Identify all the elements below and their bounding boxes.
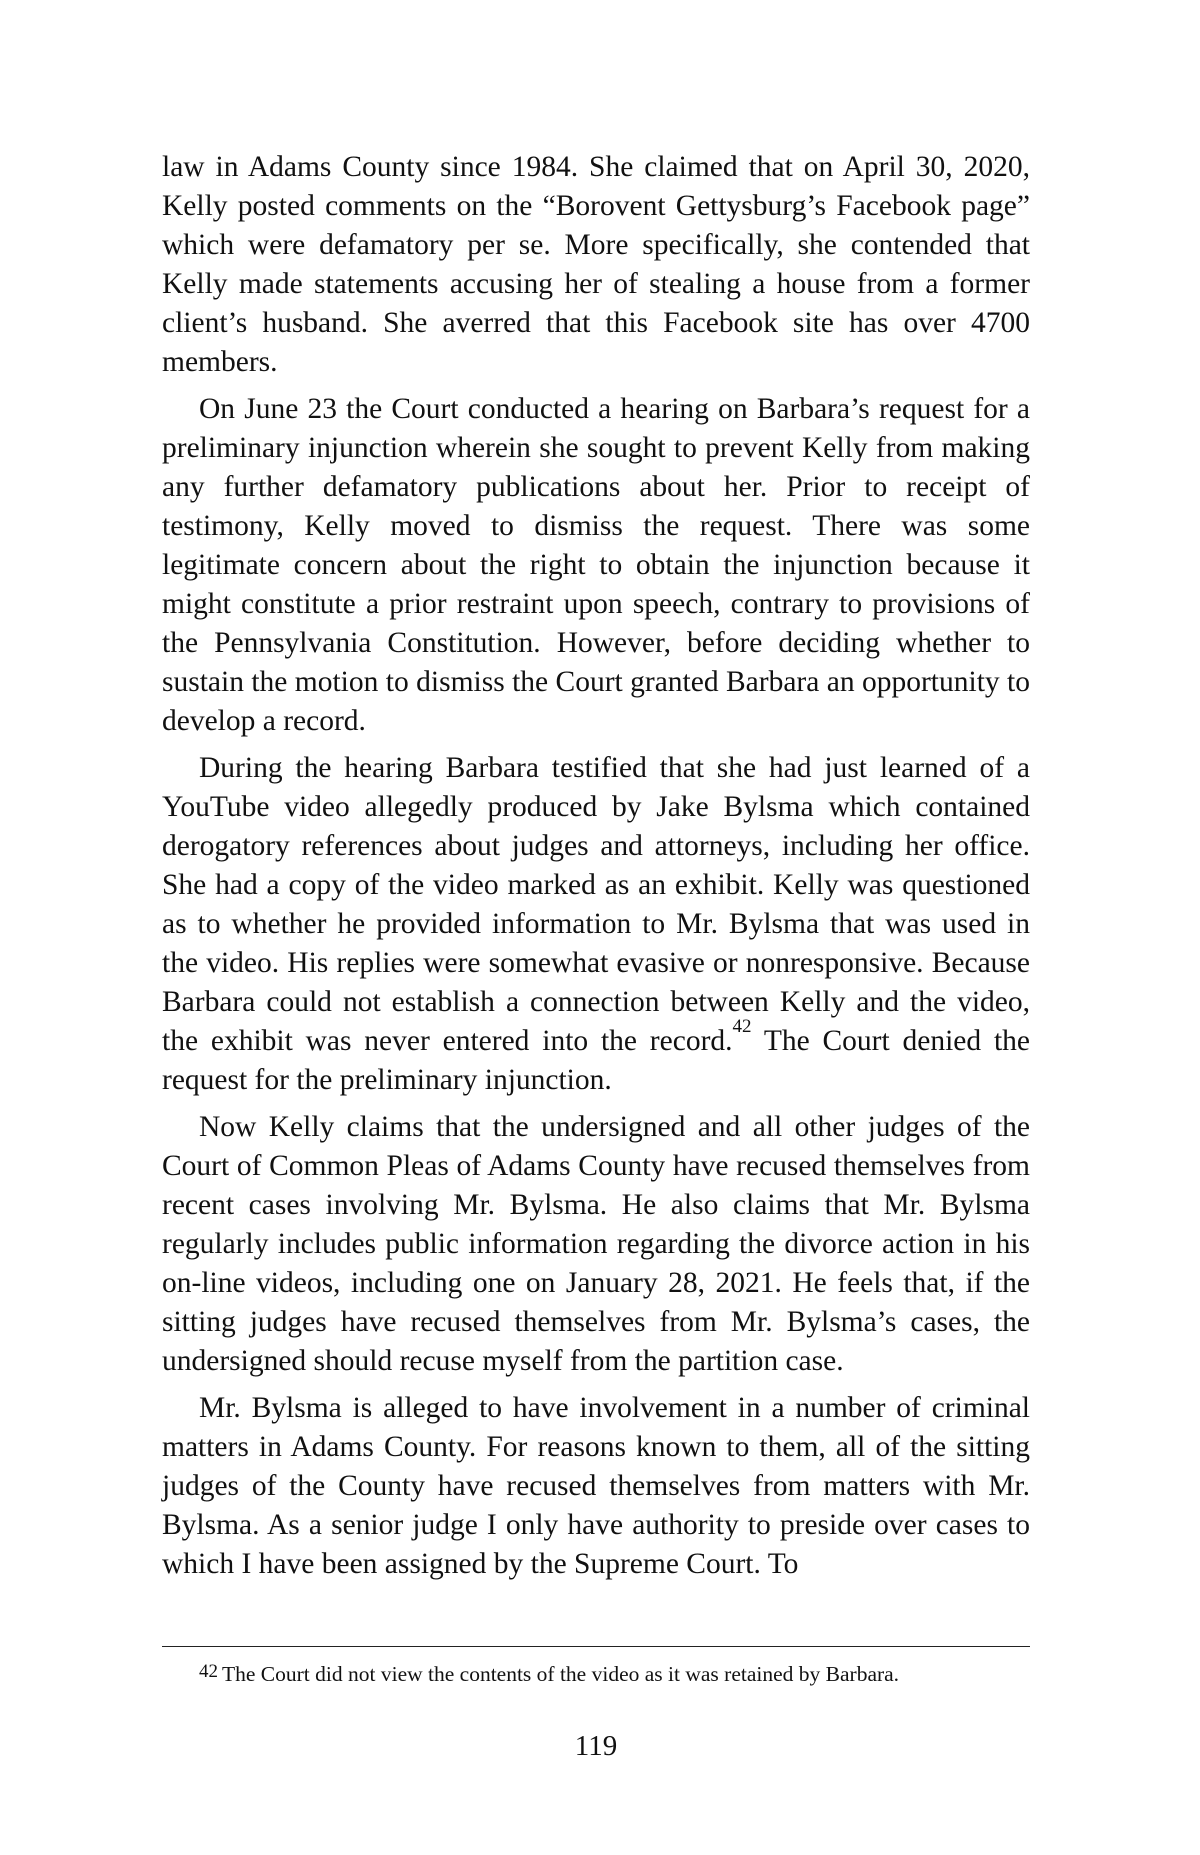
footnote-reference[interactable]: 42 [732, 1016, 752, 1037]
paragraph-4: Now Kelly claims that the undersigned and all other judges of the Court of Common Pleas of Adams County have recused themselves from recent cases involving Mr. Bylsma. He also claims that Mr. Bylsma regularly includes public information regarding the divorce action in his on-line videos, including one on January 28, 2021. He feels that, if the sitting judges have recused themselves from Mr. Bylsma’s cases, the undersigned should recuse myself from the partition case. [162, 1111, 1030, 1377]
footnote-text: The Court did not view the contents of the video as it was retained by Barbara. [222, 1662, 900, 1686]
paragraph-1: law in Adams County since 1984. She claimed that on April 30, 2020, Kelly posted comments on the “Borovent Gettysburg’s Facebook page” which were defamatory per se. More specifically, she contended that Kelly made statements accusing her of stealing a house from a former client’s husband. She averred that this Facebook site has over 4700 members. [162, 151, 1030, 378]
footnote-number: 42 [199, 1661, 218, 1682]
footnote [162, 1660, 1030, 1690]
page-number: 119 [574, 1730, 618, 1762]
paragraph-5: Mr. Bylsma is alleged to have involvement in a number of criminal matters in Adams County. For reasons known to them, all of the sitting judges of the County have recused themselves from matters with Mr. Bylsma. As a senior judge I only have authority to preside over cases to which I have been assigned by the Supreme Court. To [162, 1392, 1030, 1580]
paragraph-3 [162, 749, 1030, 1100]
footnote-divider [162, 1646, 1030, 1647]
paragraph-2: On June 23 the Court conducted a hearing on Barbara’s request for a preliminary injunction wherein she sought to prevent Kelly from making any further defamatory publications about her. Prior to receipt of testimony, Kelly moved to dismiss the request. There was some legitimate concern about the right to obtain the injunction because it might constitute a prior restraint upon speech, contrary to provisions of the Pennsylvania Constitution. However, before deciding whether to sustain the motion to dismiss the Court granted Barbara an opportunity to develop a record. [162, 393, 1030, 737]
paragraph-3-text-continued: The Court denied the request for the preliminary injunction. [162, 1025, 1030, 1096]
body-text [162, 148, 1030, 1592]
paragraph-3-text: During the hearing Barbara testified that she had just learned of a YouTube video allegedly produced by Jake Bylsma which contained derogatory references about judges and attorneys, including her office. She had a copy of the video marked as an exhibit. Kelly was questioned as to whether he provided information to Mr. Bylsma that was used in the video. His replies were somewhat evasive or nonresponsive. Because Barbara could not establish a connection between Kelly and the video, the exhibit was never entered into the record. [162, 752, 1030, 1057]
